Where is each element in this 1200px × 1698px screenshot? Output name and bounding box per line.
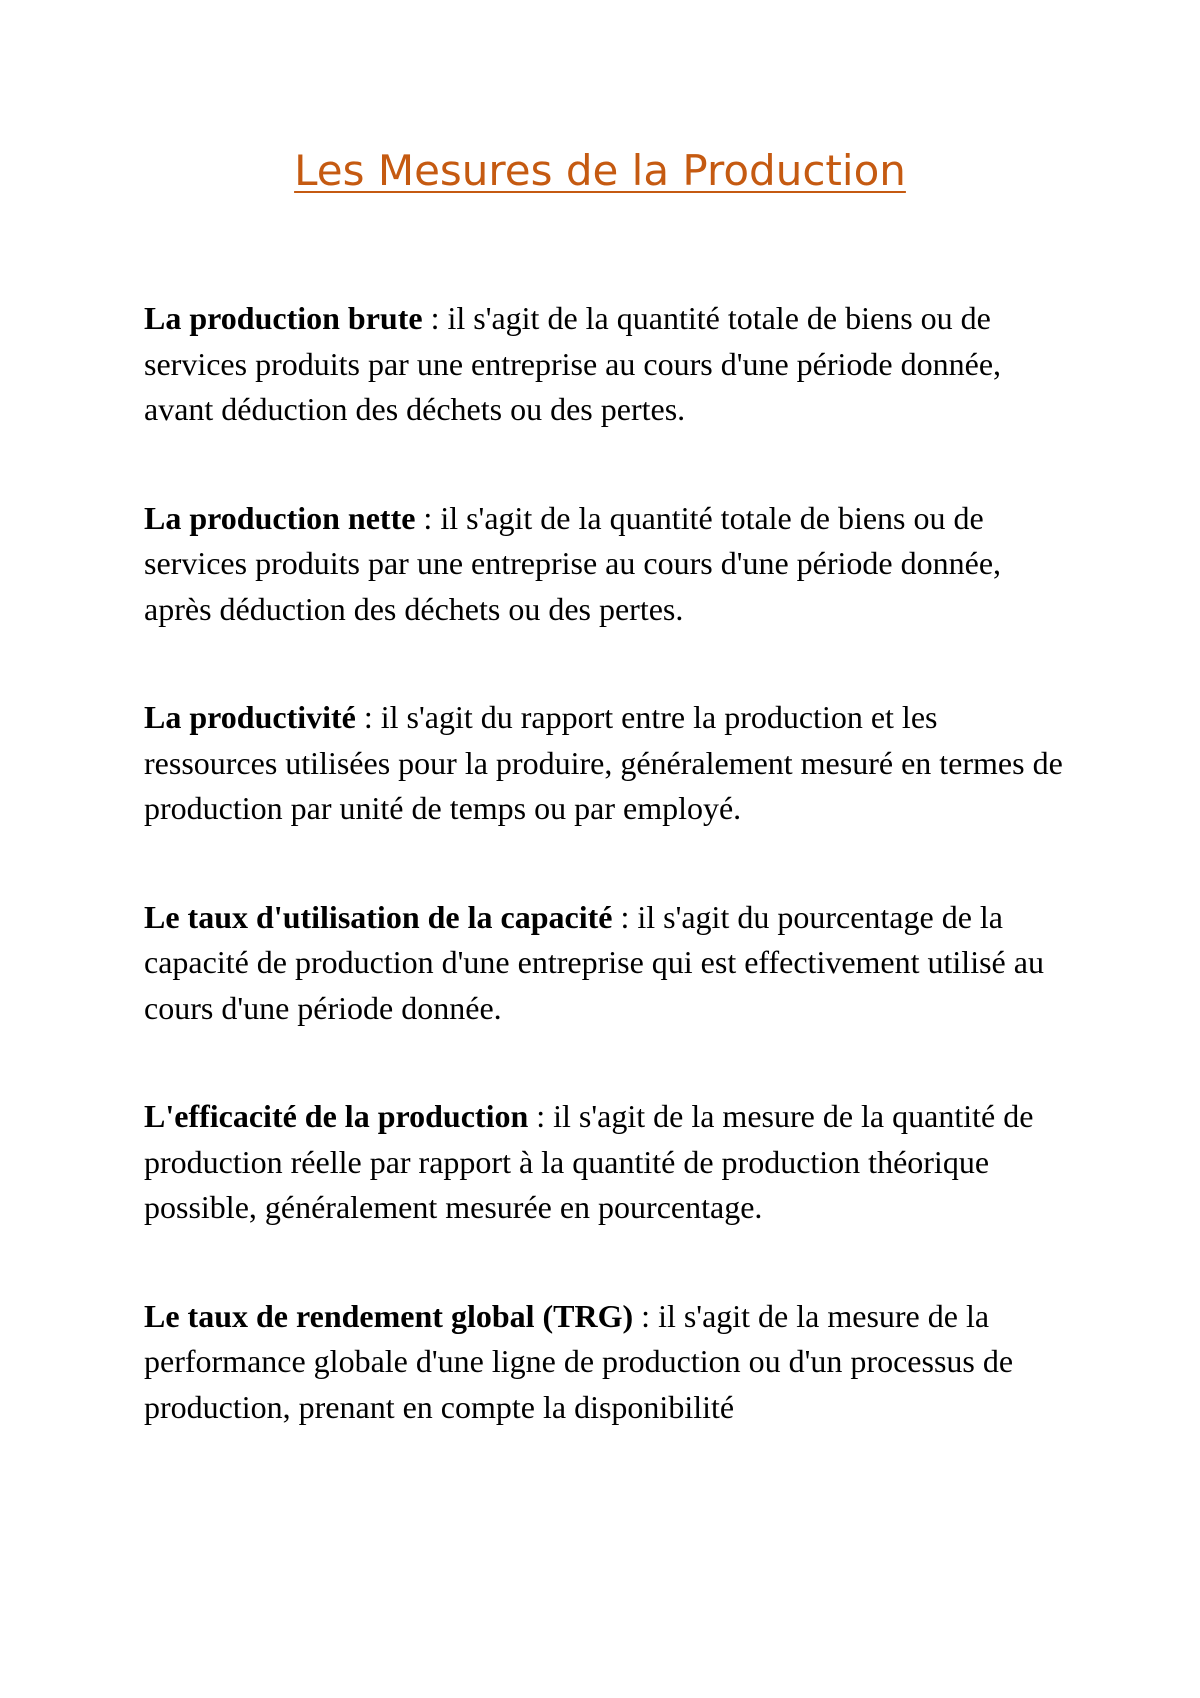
paragraph-efficacite bbox=[144, 1094, 1074, 1231]
paragraph-taux-utilisation bbox=[144, 895, 1074, 1032]
paragraph-production-brute bbox=[144, 296, 1074, 433]
definition-text: : il s'agit du rapport entre la production et les ressources utilisées pour la produire, généralement mesuré en termes de production par unité de temps ou par employé. bbox=[144, 699, 1063, 826]
paragraph-productivite bbox=[144, 695, 1074, 832]
paragraph-trg bbox=[144, 1294, 1074, 1431]
definition-text: : il s'agit de la mesure de la performance globale d'une ligne de production ou d'un processus de production, prenant en compte la disponibilité bbox=[144, 1297, 1014, 1425]
term-label: La productivité bbox=[144, 699, 356, 735]
document-body bbox=[144, 296, 1074, 1493]
paragraph-production-nette bbox=[144, 496, 1074, 633]
term-label: La production brute bbox=[144, 300, 423, 336]
term-label: Le taux de rendement global (TRG) bbox=[144, 1297, 634, 1334]
definition-text: : il s'agit de la quantité totale de biens ou de services produits par une entreprise au cours d'une période donnée, après déduction des déchets ou des pertes. bbox=[144, 499, 1002, 627]
term-label: La production nette bbox=[144, 499, 416, 536]
document-title: Les Mesures de la Production bbox=[294, 146, 906, 195]
definition-text: : il s'agit de la mesure de la quantité de production réelle par rapport à la quantité de production théorique possible, généralement mesurée en pourcentage. bbox=[144, 1098, 1034, 1225]
definition-text: : il s'agit du pourcentage de la capacité de production d'une entreprise qui est effectivement utilisé au cours d'une période donnée. bbox=[144, 898, 1044, 1026]
definition-text: : il s'agit de la quantité totale de biens ou de services produits par une entreprise au cours d'une période donnée, avant déduction des déchets ou des pertes. bbox=[144, 300, 1002, 427]
term-label: L'efficacité de la production bbox=[144, 1098, 529, 1134]
term-label: Le taux d'utilisation de la capacité bbox=[144, 898, 613, 935]
